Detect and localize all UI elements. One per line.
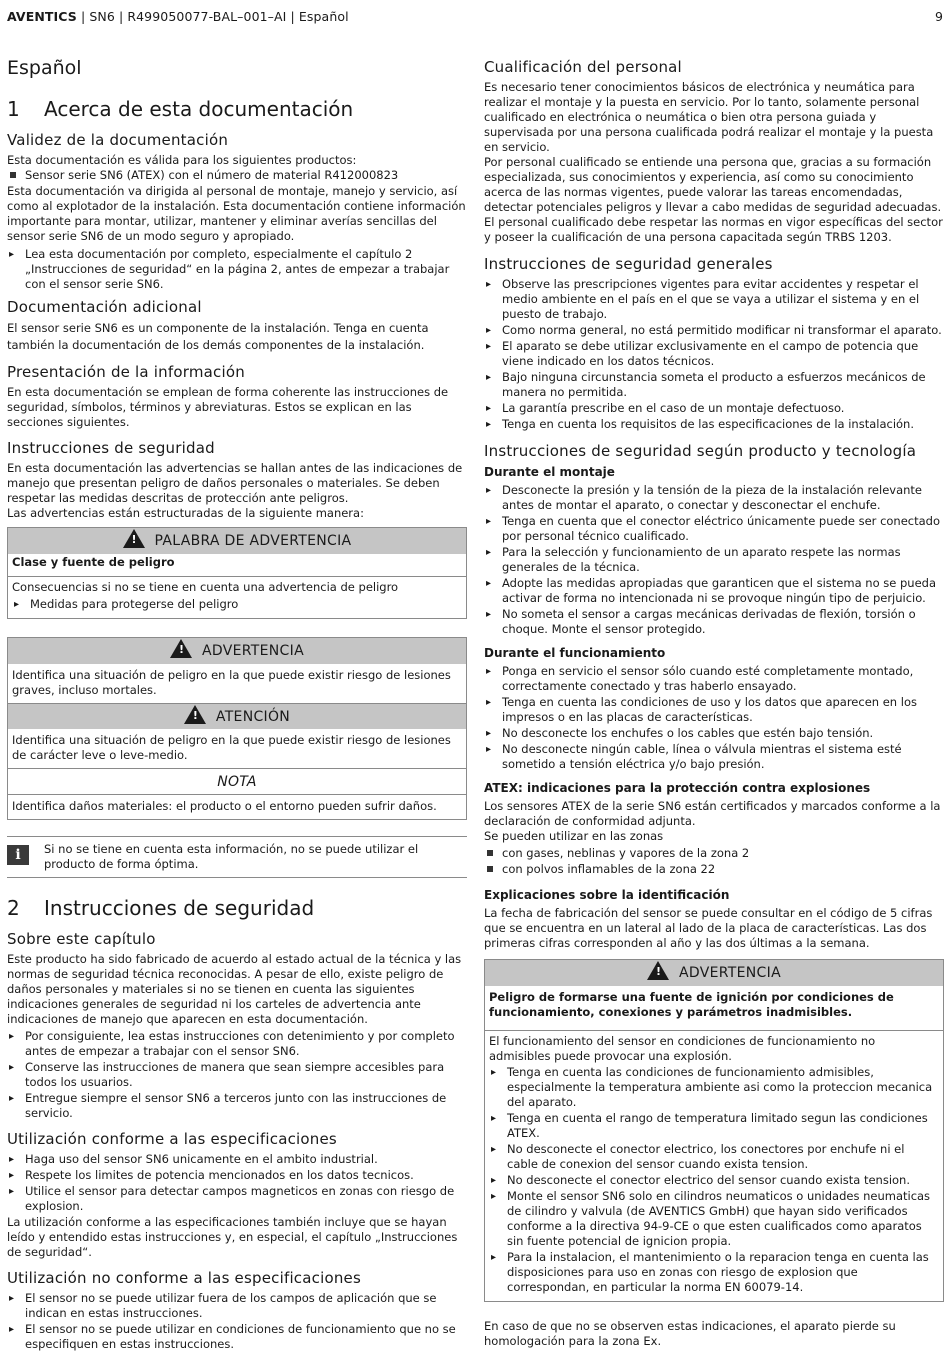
brand-name: AVENTICS <box>7 9 77 24</box>
atex-warning-box <box>484 959 944 1302</box>
nota-header: NOTA <box>8 768 466 794</box>
action-item: ▸ No desconecte los enchufes o los cables que estén bajo tensión. <box>484 726 944 741</box>
action-item: ▸ Por consiguiente, lea estas instrucciones con detenimiento y por completo antes de empezar a trabajar con el sensor SN6. <box>7 1029 467 1059</box>
action-item: ▸ Observe las prescripciones vigentes para evitar accidentes y respetar el medio ambiente en el país en el que se vaya a utilizar el sistema y en el puesto de trabajo. <box>484 277 944 322</box>
paragraph: La fecha de fabricación del sensor se puede consultar en el código de 5 cifras que se encuentra en un lateral al lado de la placa de características. Las dos primeras cifras corresponden al año y las dos últimas a la semana. <box>484 906 933 950</box>
action-item: ▸ La garantía prescribe en el caso de un montaje defectuoso. <box>484 401 944 416</box>
warning-triangle-icon <box>170 639 192 658</box>
measure-item: ▸ Monte el sensor SN6 solo en cilindros neumaticos o unidades neumaticas de cilindro y valvula (de AVENTICS GmbH) que hayan sido verificados conforme a la directiva 94-9-CE o que esten cualificados como aparatos sin fuente potencial de ignicion propia. <box>489 1189 939 1249</box>
action-item: ▸ Tenga en cuenta los requisitos de las especificaciones de la instalación. <box>484 417 944 432</box>
section-sobre-heading: Sobre este capítulo <box>7 930 156 948</box>
measure-item: ▸ Para la instalacion, el mantenimiento o la reparacion tenga en cuenta las disposiciones para uso en zonas con riesgo de explosion que correspondan, en particular la norma EN 60079-14. <box>489 1250 939 1295</box>
warning-triangle-icon <box>123 529 145 548</box>
action-item: ▸ Entregue siempre el sensor SN6 a terceros junto con las instrucciones de servicio. <box>7 1091 467 1121</box>
action-item: ▸ Para la selección y funcionamiento de un aparato respete las normas generales de la técnica. <box>484 545 944 575</box>
chapter-2-heading <box>7 895 467 921</box>
action-item: ▸ No someta el sensor a cargas mecánicas derivadas de flexión, torsión o choque. Monte el sensor protegido. <box>484 607 944 637</box>
chapter-title: Instrucciones de seguridad <box>44 896 315 920</box>
paragraph: En esta documentación se emplean de forma coherente las instrucciones de seguridad, símbolos, términos y abreviaturas. Estos se explican en las secciones siguientes. <box>7 385 449 429</box>
warning-header <box>8 528 466 554</box>
chapter-1-heading <box>7 96 467 122</box>
action-item: ▸ Como norma general, no está permitido modificar ni transformar el aparato. <box>484 323 944 338</box>
paragraph: Esta documentación es válida para los siguientes productos: <box>7 153 357 167</box>
paragraph: En esta documentación las advertencias se hallan antes de las indicaciones de manejo que presentan peligro de daños personales o materiales. Se deben respetar las medidas descritas de protección ante peligros. <box>7 461 463 505</box>
section-generales-heading: Instrucciones de seguridad generales <box>484 255 773 273</box>
subsection-funcionamiento-heading: Durante el funcionamiento <box>484 646 666 660</box>
warning-triangle-icon <box>184 705 206 724</box>
section-instrucciones-heading: Instrucciones de seguridad <box>7 439 215 457</box>
bullet-item: con gases, neblinas y vapores de la zona 2 <box>484 846 944 861</box>
signal-word: PALABRA DE ADVERTENCIA <box>154 533 352 549</box>
page-header <box>7 9 943 27</box>
action-item: ▸ Ponga en servicio el sensor sólo cuando esté completamente montado, correctamente conectado y tras haberlo ensayado. <box>484 664 944 694</box>
signal-word: ATENCIÓN <box>215 709 291 725</box>
advertencia-text: Identifica una situación de peligro en la que puede existir riesgo de lesiones graves, incluso mortales. <box>12 668 451 697</box>
language-title: Español <box>7 57 82 79</box>
paragraph: Por personal cualificado se entiende una persona que, gracias a su formación especializada, sus conocimientos y experiencia, así como su conocimiento acerca de las normas vigentes, puede valorar las tareas encomendadas, detectar potenciales peligros y llevar a cabo medidas de seguridad adecuadas. El personal cualificado debe respetar las normas en vigor específicas del sector y poseer la cualificación de una persona capacitada según TRBS 1203. <box>484 155 943 244</box>
bullet-item: con polvos inflamables de la zona 22 <box>484 862 944 877</box>
left-column <box>7 56 467 1353</box>
section-conforme-heading: Utilización conforme a las especificaciones <box>7 1130 337 1148</box>
consequence-text: Consecuencias si no se tiene en cuenta una advertencia de peligro <box>12 580 399 594</box>
measure-item: ▸ Tenga en cuenta las condiciones de funcionamiento admisibles, especialmente la temperatura ambiente asi como la proteccion mecanica del aparato. <box>489 1065 939 1110</box>
action-item: ▸ Tenga en cuenta las condiciones de uso y los datos que aparecen en los impresos o en las placas de características. <box>484 695 944 725</box>
paragraph: Esta documentación va dirigida al personal de montaje, manejo y servicio, así como al explotador de la instalación. Esta documentación contiene información importante para montar, utilizar, mantener y eliminar averías sencillas del sensor serie SN6 de un modo seguro y apropiado. <box>7 184 466 243</box>
section-presentacion-heading: Presentación de la información <box>7 363 245 381</box>
section-adicional-heading: Documentación adicional <box>7 298 202 316</box>
consequence-text: El funcionamiento del sensor en condiciones de funcionamiento no admisibles puede provocar una explosión. <box>489 1034 876 1063</box>
measure-item: ▸ Medidas para protegerse del peligro <box>12 597 462 612</box>
action-item: ▸ Haga uso del sensor SN6 unicamente en el ambito industrial. <box>7 1152 467 1167</box>
atencion-text: Identifica una situación de peligro en la que puede existir riesgo de lesiones de carácter leve o leve-medio. <box>12 733 451 762</box>
warning-body <box>8 576 466 618</box>
chapter-title: Acerca de esta documentación <box>44 97 354 121</box>
paragraph: Los sensores ATEX de la serie SN6 están certificados y marcados conforme a la declaración de conformidad adjunta. <box>484 799 941 828</box>
header-document-info: | SN6 | R499050077-BAL–001–AI | Español <box>76 9 349 24</box>
info-icon: i <box>7 845 29 865</box>
action-item: ▸ Conserve las instrucciones de manera que sean siempre accesibles para todos los usuarios. <box>7 1060 467 1090</box>
info-note <box>7 836 467 878</box>
advertencia-header <box>485 960 943 986</box>
warning-body <box>8 554 466 576</box>
chapter-number: 2 <box>7 896 20 920</box>
action-item: ▸ Adopte las medidas apropiadas que garanticen que el sistema no se pueda activar de forma no intencionada ni se provoque ningún tipo de perjuicio. <box>484 576 944 606</box>
paragraph: Las advertencias están estructuradas de la siguiente manera: <box>7 506 364 520</box>
warning-structure-box <box>7 527 467 619</box>
right-column <box>484 58 944 1349</box>
signal-word: ADVERTENCIA <box>202 643 304 659</box>
warning-body <box>485 986 943 1030</box>
signal-words-box <box>7 637 467 820</box>
chapter-number: 1 <box>7 97 20 121</box>
nota-text: Identifica daños materiales: el producto o el entorno pueden sufrir daños. <box>8 794 466 819</box>
measure-item: ▸ No desconecte el conector electrico, los conectores por enchufe ni el cable de conexion del sensor cuando exista tension. <box>489 1142 939 1172</box>
atencion-header <box>8 703 466 729</box>
paragraph: Es necesario tener conocimientos básicos de electrónica y neumática para realizar el montaje y la puesta en servicio. Por lo tanto, solamente personal cualificado en electrónica o neumática o bien otra persona guiada y supervisada por una persona cualificada podrá realizar el montaje y la puesta en servicio. <box>484 80 934 154</box>
action-item: ▸ Lea esta documentación por completo, especialmente el capítulo 2 „Instrucciones de seguridad“ en la página 2, antes de empezar a trabajar con el sensor serie SN6. <box>7 247 467 292</box>
measure-item: ▸ No desconecte el conector electrico del sensor cuando exista tension. <box>489 1173 939 1188</box>
action-item: ▸ Utilice el sensor para detectar campos magneticos en zonas con riesgo de explosion. <box>7 1184 467 1214</box>
section-cualificacion-heading: Cualificación del personal <box>484 58 682 76</box>
action-item: ▸ Tenga en cuenta que el conector eléctrico únicamente puede ser conectado por personal técnico cualificado. <box>484 514 944 544</box>
signal-word: ADVERTENCIA <box>679 965 781 981</box>
action-item: ▸ El sensor no se puede utilizar en condiciones de funcionamiento que no se especifiquen en estas instrucciones. <box>7 1322 467 1352</box>
hazard-class: Peligro de formarse una fuente de ignición por condiciones de funcionamiento, conexiones y parámetros inadmisibles. <box>489 990 894 1019</box>
bullet-item: Sensor serie SN6 (ATEX) con el número de material R412000823 <box>7 168 467 183</box>
section-validez-heading: Validez de la documentación <box>7 131 229 149</box>
action-item: ▸ Respete los limites de potencia mencionados en los datos tecnicos. <box>7 1168 467 1183</box>
section-producto-heading: Instrucciones de seguridad según producto y tecnología <box>484 442 917 460</box>
paragraph: Se pueden utilizar en las zonas <box>484 829 664 843</box>
action-item: ▸ Bajo ninguna circunstancia someta el producto a esfuerzos mecánicos de manera no permitida. <box>484 370 944 400</box>
action-item: ▸ No desconecte ningún cable, línea o válvula mientras el sistema esté sometido a tensión eléctrica y/o bajo presión. <box>484 742 944 772</box>
measure-item: ▸ Tenga en cuenta el rango de temperatura limitado segun las condiciones ATEX. <box>489 1111 939 1141</box>
paragraph: Este producto ha sido fabricado de acuerdo al estado actual de la técnica y las normas de seguridad técnica reconocidas. A pesar de ello, existe peligro de daños personales y materiales si no se tienen en cuenta las siguientes indicaciones generales de seguridad ni los carteles de advertencia ante indicaciones de manejo que aparecen en esta documentación. <box>7 952 462 1026</box>
subsection-identificacion-heading: Explicaciones sobre la identificación <box>484 888 730 902</box>
action-item: ▸ El aparato se debe utilizar exclusivamente en el campo de potencia que viene indicado en los datos técnicos. <box>484 339 944 369</box>
warning-triangle-icon <box>647 961 669 980</box>
section-noconforme-heading: Utilización no conforme a las especificaciones <box>7 1269 361 1287</box>
action-item: ▸ El sensor no se puede utilizar fuera de los campos de aplicación que se indican en estas instrucciones. <box>7 1291 467 1321</box>
action-item: ▸ Desconecte la presión y la tensión de la pieza de la instalación relevante antes de montar el aparato, o conectar y desconectar el enchufe. <box>484 483 944 513</box>
subsection-atex-heading: ATEX: indicaciones para la protección contra explosiones <box>484 781 871 795</box>
paragraph: La utilización conforme a las especificaciones también incluye que se hayan leído y entendido estas instrucciones y, en especial, el capítulo „Instrucciones de seguridad“. <box>7 1215 458 1259</box>
info-text: Si no se tiene en cuenta esta información, no se puede utilizar el producto de forma óptima. <box>44 842 419 871</box>
advertencia-header <box>8 638 466 664</box>
warning-body <box>485 1030 943 1301</box>
page-number: 9 <box>934 9 943 24</box>
subsection-montaje-heading: Durante el montaje <box>484 465 615 479</box>
paragraph: En caso de que no se observen estas indicaciones, el aparato pierde su homologación para la zona Ex. <box>484 1319 896 1348</box>
hazard-class: Clase y fuente de peligro <box>12 555 175 569</box>
paragraph: El sensor serie SN6 es un componente de la instalación. Tenga en cuenta también la documentación de los demás componentes de la instalación. <box>7 321 429 352</box>
